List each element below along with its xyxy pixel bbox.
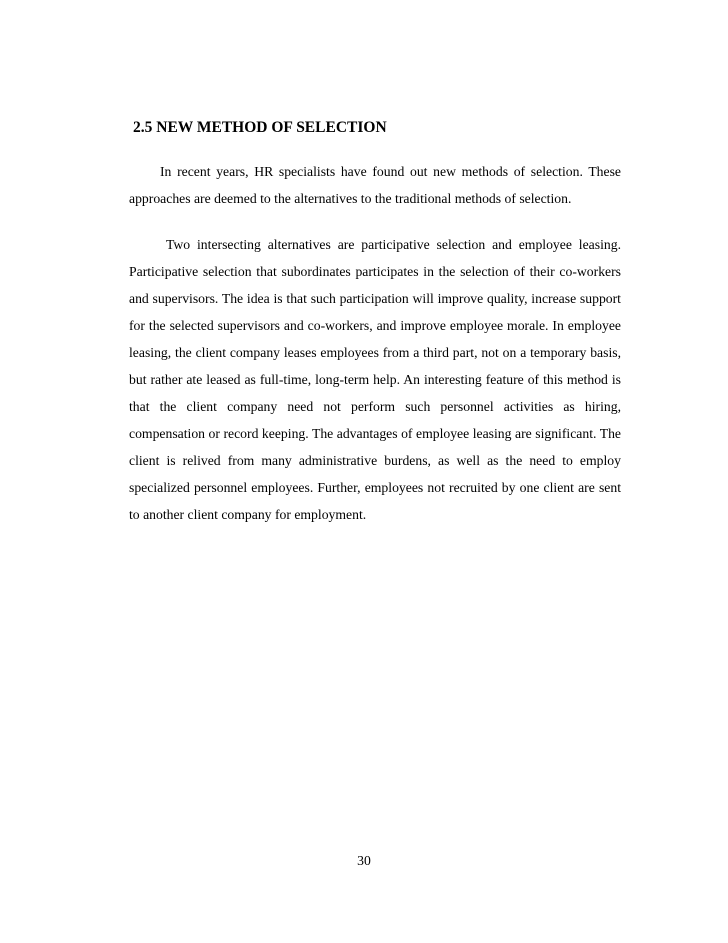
paragraph-intro: In recent years, HR specialists have found out new methods of selection. These approaches are deemed to the alternatives to the traditional methods of selection. [129,164,621,206]
page-number: 30 [357,853,371,868]
section-heading: 2.5 NEW METHOD OF SELECTION [133,119,387,136]
paragraph-alternatives: Two intersecting alternatives are participative selection and employee leasing. Participative selection that subordinates participates in the selection of their co-workers and supervisors. The idea is that such participation will improve quality, increase support for the selected supervisors and co-workers, and improve employee morale. In employee leasing, the client company leases employees from a third part, not on a temporary basis, but rather ate leased as full-time, long-term help. An interesting feature of this method is that the client company need not perform such personnel activities as hiring, compensation or record keeping. The advantages of employee leasing are significant. The client is relived from many administrative burdens, as well as the need to employ specialized personnel employees. Further, employees not recruited by one client are sent to another client company for employment. [129,237,621,522]
